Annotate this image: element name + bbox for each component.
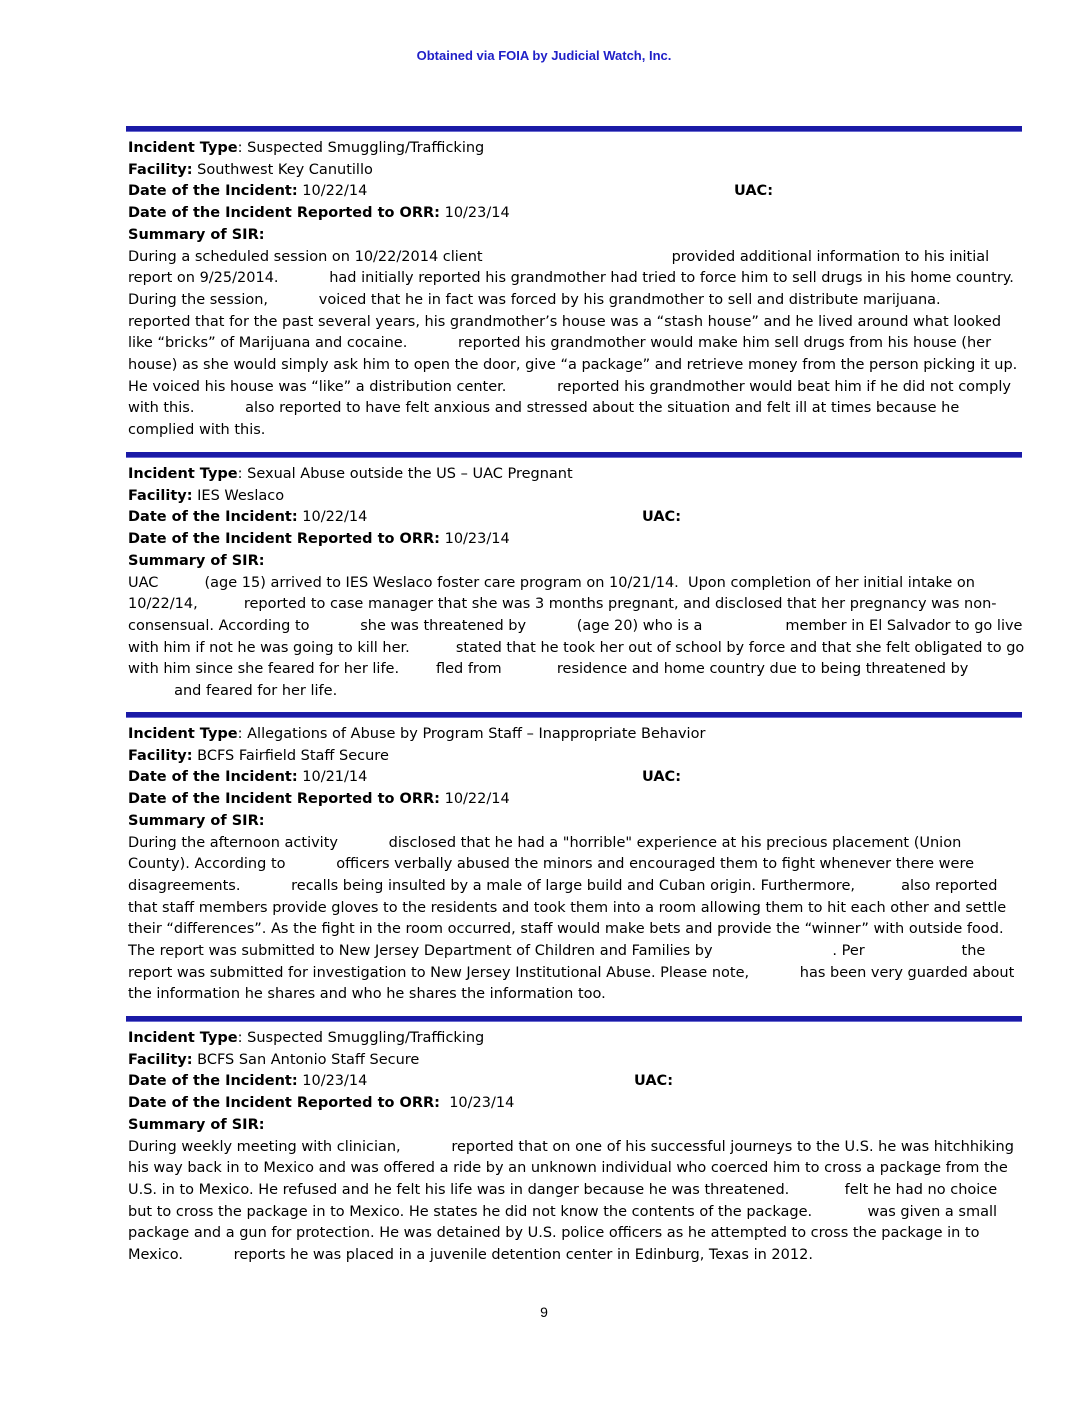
- incident-type-label: Incident Type: [128, 1030, 238, 1046]
- incident-type-label: Incident Type: [128, 466, 238, 482]
- facility-label: Facility:: [128, 161, 193, 178]
- page-number: 9: [540, 1304, 548, 1320]
- section-divider: [126, 1016, 1022, 1022]
- reported-date-row: [128, 1093, 1022, 1115]
- summary-line: the information he shares and who he shares the information too.: [128, 986, 606, 1003]
- reported-date-row: [128, 203, 1022, 225]
- incident-date-label: Date of the Incident:: [128, 1073, 298, 1090]
- incident-block: [126, 452, 1025, 703]
- facility-label: Facility:: [128, 487, 193, 504]
- summary-line: with him if not he was going to kill her. stated that he took her out of school by force and that she felt obligated to go: [128, 639, 1025, 656]
- summary-line: package and a gun for protection. He was detained by U.S. police officers as he attempted to cross the package in to: [128, 1225, 980, 1242]
- summary-line: but to cross the package in to Mexico. He states he did not know the contents of the package. was given a small: [128, 1203, 998, 1220]
- incident-date-row: [128, 507, 1022, 529]
- uac-label: UAC:: [642, 769, 681, 786]
- incident-type-row: [128, 724, 1022, 746]
- uac-label: UAC:: [734, 183, 773, 200]
- incident-date-row: [128, 181, 1022, 203]
- summary-line: with him since she feared for her life. fled from residence and home country due to being threatened by: [128, 661, 969, 678]
- incident-type-value: : Suspected Smuggling/Trafficking: [237, 140, 485, 156]
- reported-date-label: Date of the Incident Reported to ORR:: [128, 791, 440, 808]
- facility-label: Facility:: [128, 1051, 193, 1068]
- incident-type-label: Incident Type: [128, 726, 238, 742]
- foia-watermark: Obtained via FOIA by Judicial Watch, Inc.: [416, 48, 672, 63]
- facility-row: [128, 160, 1022, 182]
- summary-line: reported that for the past several years, his grandmother’s house was a “stash house” and he lived around what looked: [128, 313, 1002, 330]
- incident-date-label: Date of the Incident:: [128, 509, 298, 526]
- incident-date-value: 10/23/14: [297, 1073, 368, 1090]
- summary-label: Summary of SIR:: [128, 1116, 265, 1133]
- facility-row: [128, 746, 1022, 768]
- incident-date-label: Date of the Incident:: [128, 769, 298, 786]
- incident-block: [126, 1016, 1022, 1267]
- incident-date-row: [128, 767, 1022, 789]
- reported-date-label: Date of the Incident Reported to ORR:: [128, 1095, 440, 1112]
- summary-line: like “bricks” of Marijuana and cocaine. reported his grandmother would make him sell drugs from his house (her: [128, 335, 992, 352]
- summary-line: disagreements. recalls being insulted by a male of large build and Cuban origin. Furthermore, also reported: [128, 877, 998, 894]
- reported-date-row: [128, 789, 1022, 811]
- summary-line: The report was submitted to New Jersey Department of Children and Families by . Per the: [128, 943, 986, 960]
- summary-line: that staff members provide gloves to the residents and took them into a room allowing them to hit each other and settle: [128, 899, 1007, 916]
- incident-block: [126, 126, 1022, 442]
- reported-date-row: [128, 529, 1022, 551]
- summary-line: report was submitted for investigation to New Jersey Institutional Abuse. Please note, has been very guarded about: [128, 964, 1015, 981]
- summary-line: house) as she would simply ask him to open the door, give “a package” and retrieve money from the person picking it up.: [128, 357, 1018, 374]
- reported-date-value: 10/22/14: [439, 791, 510, 808]
- summary-line: During the afternoon activity disclosed that he had a "horrible" experience at his precious placement (Union: [128, 834, 962, 851]
- incident-block: [126, 712, 1022, 1006]
- summary-label: Summary of SIR:: [128, 812, 265, 829]
- uac-label: UAC:: [634, 1073, 673, 1090]
- reported-date-value: 10/23/14: [439, 1095, 515, 1112]
- incident-type-row: [128, 138, 1022, 160]
- uac-label: UAC:: [642, 509, 681, 526]
- reported-date-label: Date of the Incident Reported to ORR:: [128, 205, 440, 222]
- facility-label: Facility:: [128, 747, 193, 764]
- incident-type-value: : Sexual Abuse outside the US – UAC Pregnant: [237, 466, 573, 482]
- reported-date-value: 10/23/14: [439, 205, 510, 222]
- summary-line: During a scheduled session on 10/22/2014 client provided additional information to his initial: [128, 248, 990, 265]
- reported-date-value: 10/23/14: [439, 531, 510, 548]
- summary-line: UAC (age 15) arrived to IES Weslaco foster care program on 10/21/14. Upon completion of her initial intake on: [128, 574, 975, 591]
- summary-line: consensual. According to she was threatened by (age 20) who is a member in El Salvador to go live: [128, 617, 1023, 634]
- facility-value: Southwest Key Canutillo: [192, 161, 373, 178]
- facility-row: [128, 1050, 1022, 1072]
- incident-date-value: 10/22/14: [297, 183, 368, 200]
- summary-line: County). According to officers verbally abused the minors and encouraged them to fight whenever there were: [128, 856, 975, 873]
- section-divider: [126, 712, 1022, 718]
- summary-label: Summary of SIR:: [128, 226, 265, 243]
- summary-line: U.S. in to Mexico. He refused and he felt his life was in danger because he was threatened. felt he had no choice: [128, 1181, 998, 1198]
- incident-date-value: 10/22/14: [297, 509, 368, 526]
- summary-line: their “differences”. As the fight in the room occurred, staff would make bets and provide the “winner” with outside food.: [128, 921, 1004, 938]
- summary-label: Summary of SIR:: [128, 552, 265, 569]
- incident-date-value: 10/21/14: [297, 769, 368, 786]
- incident-type-value: : Suspected Smuggling/Trafficking: [237, 1030, 485, 1046]
- reported-date-label: Date of the Incident Reported to ORR:: [128, 531, 440, 548]
- summary-line: During the session, voiced that he in fact was forced by his grandmother to sell and distribute marijuana.: [128, 291, 941, 308]
- incident-date-label: Date of the Incident:: [128, 183, 298, 200]
- incident-date-row: [128, 1071, 1022, 1093]
- summary-line: 10/22/14, reported to case manager that she was 3 months pregnant, and disclosed that her pregnancy was non-: [128, 596, 997, 613]
- facility-row: [128, 486, 1022, 508]
- facility-value: IES Weslaco: [192, 487, 285, 504]
- facility-value: BCFS Fairfield Staff Secure: [192, 747, 389, 764]
- summary-line: with this. also reported to have felt anxious and stressed about the situation and felt ill at times because he: [128, 400, 960, 417]
- incident-type-label: Incident Type: [128, 140, 238, 156]
- summary-line: his way back in to Mexico and was offered a ride by an unknown individual who coerced him to cross a package from the: [128, 1160, 1008, 1177]
- section-divider: [126, 126, 1022, 132]
- summary-line: During weekly meeting with clinician, reported that on one of his successful journeys to the U.S. he was hitchhiking: [128, 1138, 1014, 1155]
- section-divider: [126, 452, 1022, 458]
- incident-type-value: : Allegations of Abuse by Program Staff – Inappropriate Behavior: [237, 726, 706, 742]
- summary-line: and feared for her life.: [128, 683, 338, 700]
- incident-type-row: [128, 464, 1022, 486]
- incident-type-row: [128, 1028, 1022, 1050]
- facility-value: BCFS San Antonio Staff Secure: [192, 1051, 420, 1068]
- summary-line: Mexico. reports he was placed in a juvenile detention center in Edinburg, Texas in 2012.: [128, 1247, 813, 1264]
- summary-line: report on 9/25/2014. had initially reported his grandmother had tried to force him to sell drugs in his home country.: [128, 270, 1014, 287]
- summary-line: He voiced his house was “like” a distribution center. reported his grandmother would beat him if he did not comply: [128, 378, 1011, 395]
- summary-line: complied with this.: [128, 422, 266, 439]
